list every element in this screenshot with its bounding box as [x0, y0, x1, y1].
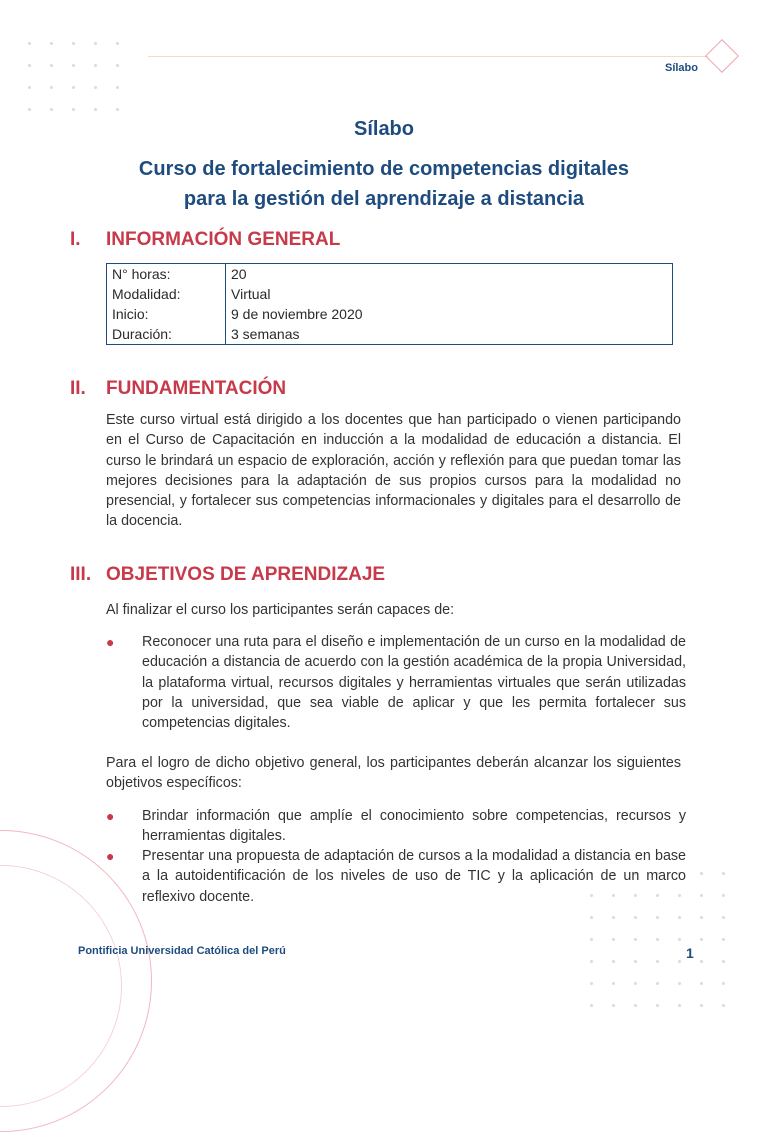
especificos-intro: Para el logro de dicho objetivo general, los participantes deberán alcanzar los siguientes objetivos específicos: — [106, 755, 681, 792]
section-title: INFORMACIÓN GENERAL — [106, 229, 341, 250]
table-key: Modalidad: — [107, 284, 226, 304]
objetivos-intro: Al finalizar el curso los participantes serán capaces de: — [106, 602, 455, 618]
document-subtitle — [60, 154, 708, 214]
decorative-dot — [590, 1004, 593, 1007]
decorative-dot — [634, 916, 637, 919]
decorative-dot — [700, 916, 703, 919]
fundamentacion-paragraph: Este curso virtual está dirigido a los docentes que han participado o vienen participando en el Curso de Capacitación en inducción a la modalidad de educación a distancia. El curso le brindará un espacio de exploración, acción y reflexión para que puedan tomar las mejores decisiones para la adaptación de sus propios cursos para la modalidad no presencial, y fortalecer sus competencias informacionales y digitales para el desarrollo de la docencia. — [106, 412, 681, 530]
table-key: N° horas: — [107, 264, 226, 285]
decorative-dot — [678, 938, 681, 941]
header-label: Sílabo — [664, 62, 698, 74]
decorative-dot — [50, 86, 53, 89]
list-item-text: Reconocer una ruta para el diseño e implementación de un curso en la modalidad de educación a distancia de acuerdo con la gestión académica de la propia Universidad, la plataforma virtual, recursos digitales y herramientas virtuales que serán utilizadas por la universidad, que sea viable de aplicar y que les permita fortalecer sus competencias digitales. — [142, 634, 686, 732]
table-value: 20 — [231, 266, 247, 282]
decorative-dot — [28, 64, 31, 67]
decorative-dot — [634, 960, 637, 963]
decorative-dot — [94, 108, 97, 111]
decorative-dot — [72, 64, 75, 67]
decorative-dot — [678, 916, 681, 919]
decorative-dot — [116, 42, 119, 45]
decorative-dot — [116, 108, 119, 111]
decorative-dot — [634, 1004, 637, 1007]
list-item-especifico-2 — [106, 846, 686, 907]
decorative-dot — [612, 960, 615, 963]
subtitle-line-2: para la gestión del aprendizaje a distancia — [183, 188, 585, 210]
decorative-dot — [590, 982, 593, 985]
decorative-dot — [722, 982, 725, 985]
decorative-dot — [94, 64, 97, 67]
decorative-dot — [612, 1004, 615, 1007]
table-value: 9 de noviembre 2020 — [231, 306, 363, 322]
decorative-dot — [612, 938, 615, 941]
decorative-dot — [656, 938, 659, 941]
decorative-dot — [722, 938, 725, 941]
document-title: Sílabo — [353, 118, 414, 140]
list-item-especifico-1 — [106, 806, 686, 847]
section-number: II. — [70, 378, 86, 399]
decorative-dot — [590, 960, 593, 963]
decorative-dot — [28, 42, 31, 45]
decorative-dot — [722, 960, 725, 963]
decorative-dot — [94, 42, 97, 45]
decorative-dot — [590, 938, 593, 941]
bullet-icon: ● — [106, 848, 115, 864]
decorative-dot — [656, 1004, 659, 1007]
table-row — [107, 284, 673, 304]
header-rule — [148, 56, 708, 57]
decorative-dot — [612, 916, 615, 919]
list-item-text: Brindar información que amplíe el conocimiento sobre competencias, recursos y herramientas digitales. — [142, 808, 686, 845]
list-item-text: Presentar una propuesta de adaptación de cursos a la modalidad a distancia en base a la autoidentificación de los niveles de uso de TIC y la aplicación de un marco reflexivo docente. — [142, 848, 686, 905]
decorative-dot — [590, 916, 593, 919]
decorative-dot — [700, 894, 703, 897]
page-number: 1 — [686, 945, 694, 961]
decorative-dot — [656, 982, 659, 985]
decorative-dot — [50, 108, 53, 111]
section-number: III. — [70, 564, 92, 585]
decorative-dot — [722, 1004, 725, 1007]
decorative-dot — [722, 916, 725, 919]
info-table — [106, 263, 673, 345]
decorative-dot — [634, 938, 637, 941]
decorative-dot — [72, 108, 75, 111]
decorative-dot — [72, 42, 75, 45]
decorative-dot — [700, 1004, 703, 1007]
table-key: Duración: — [107, 324, 226, 345]
decorative-dot — [634, 982, 637, 985]
decorative-dot — [28, 108, 31, 111]
table-row — [107, 324, 673, 345]
section-heading-objetivos — [70, 564, 385, 586]
decorative-dot — [678, 1004, 681, 1007]
section-title: FUNDAMENTACIÓN — [106, 378, 287, 399]
decorative-dot — [28, 86, 31, 89]
decorative-dot — [722, 872, 725, 875]
bullet-icon: ● — [106, 634, 115, 650]
subtitle-line-1: Curso de fortalecimiento de competencias digitales — [138, 158, 630, 180]
table-row — [107, 264, 673, 285]
table-row — [107, 304, 673, 324]
table-value: Virtual — [231, 286, 271, 302]
decorative-dot — [700, 960, 703, 963]
decorative-dot — [656, 916, 659, 919]
decorative-dot — [678, 960, 681, 963]
decorative-dot — [700, 982, 703, 985]
decorative-dot — [700, 872, 703, 875]
decorative-dot — [678, 982, 681, 985]
decorative-dot — [656, 960, 659, 963]
decorative-dot — [722, 894, 725, 897]
decorative-dot — [94, 86, 97, 89]
bullet-icon: ● — [106, 808, 115, 824]
section-heading-informacion — [70, 229, 340, 251]
section-number: I. — [70, 229, 81, 250]
table-value: 3 semanas — [231, 326, 300, 342]
table-key: Inicio: — [107, 304, 226, 324]
decorative-dot — [50, 42, 53, 45]
decorative-dot — [116, 86, 119, 89]
footer-institution: Pontificia Universidad Católica del Perú — [78, 945, 286, 957]
decorative-dot — [72, 86, 75, 89]
diamond-icon — [705, 39, 739, 73]
section-title: OBJETIVOS DE APRENDIZAJE — [106, 564, 386, 585]
section-heading-fundamentacion — [70, 378, 286, 400]
decorative-dot — [700, 938, 703, 941]
decorative-dot — [116, 64, 119, 67]
list-item-objetivo-general — [106, 632, 686, 733]
decorative-dot — [50, 64, 53, 67]
decorative-dot — [612, 982, 615, 985]
